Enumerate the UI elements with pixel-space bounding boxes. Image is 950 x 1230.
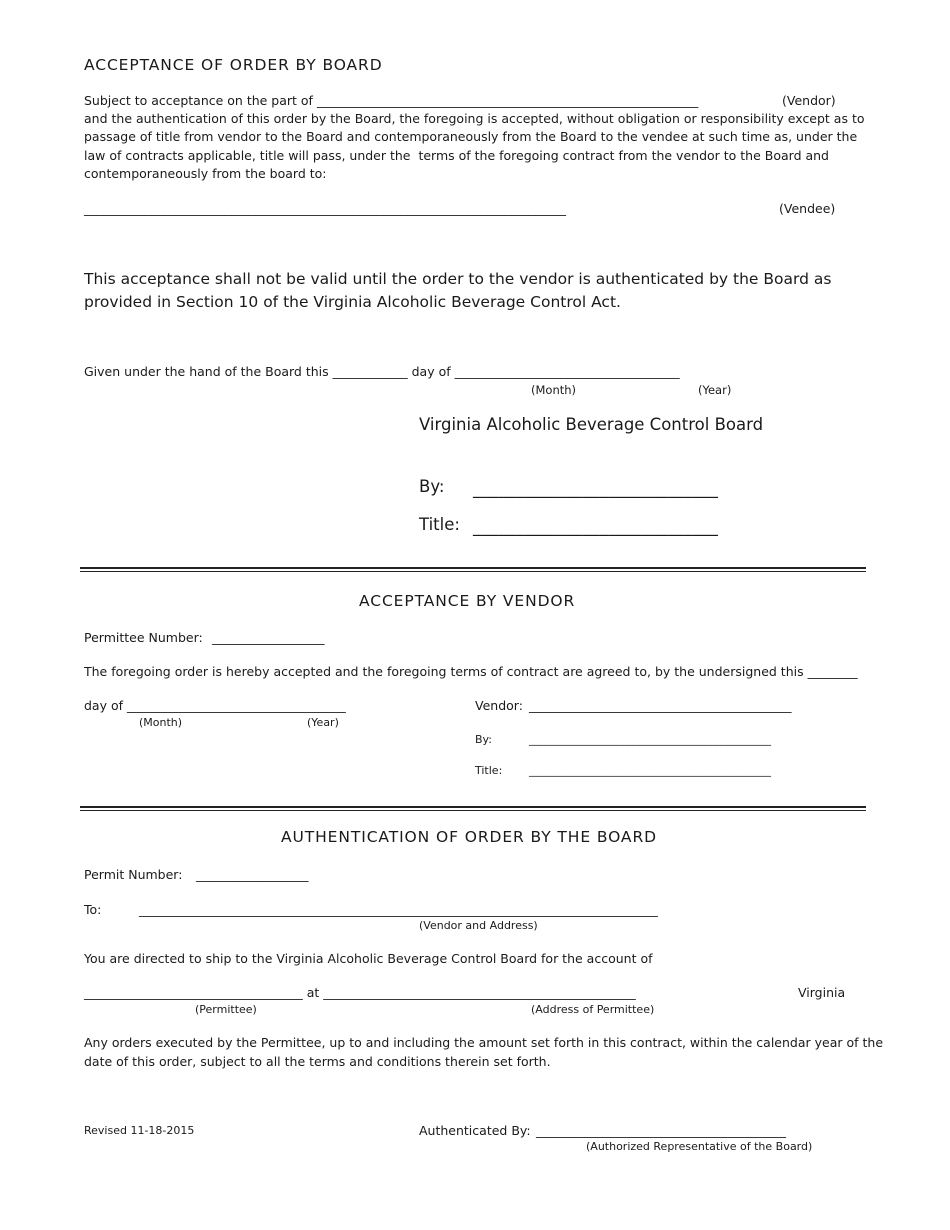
section-divider (80, 806, 866, 808)
section-title-board: ACCEPTANCE OF ORDER BY BOARD (84, 56, 383, 74)
address-blank[interactable]: __________________________________________________ (323, 985, 636, 1000)
given-mid: day of (407, 364, 455, 379)
section-title-vendor: ACCEPTANCE BY VENDOR (359, 592, 576, 610)
given-month-year-blank[interactable]: ____________________________________ (454, 364, 680, 379)
orders-line-2: date of this order, subject to all the terms and conditions therein set forth. (84, 1054, 551, 1069)
revised-date: Revised 11-18-2015 (84, 1124, 195, 1137)
vendor-address-label: (Vendor and Address) (419, 919, 538, 932)
authorized-caption: (Authorized Representative of the Board) (586, 1140, 813, 1153)
paragraph-line: and the authentication of this order by the Board, the foregoing is accepted, without obligation or responsibility except as to (84, 111, 865, 126)
given-line (84, 363, 680, 382)
vendor-line (84, 92, 698, 111)
given-day-blank[interactable]: ____________ (332, 364, 408, 379)
authenticated-by-label: Authenticated By: (419, 1123, 531, 1138)
vendor-name-blank[interactable]: __________________________________________ (529, 698, 792, 713)
validity-line-2: provided in Section 10 of the Virginia Alcoholic Beverage Control Act. (84, 293, 621, 311)
vendor-blank[interactable]: _____________________________________________________________ (316, 93, 699, 108)
permittee-blank[interactable]: ___________________________________ (84, 985, 303, 1000)
permittee-number-blank[interactable]: __________________ (212, 630, 325, 645)
vendor-month-label: (Month) (139, 716, 183, 729)
vendor-year-label: (Year) (307, 716, 339, 729)
permit-number-label: Permit Number: (84, 867, 183, 882)
virginia-label: Virginia (798, 985, 846, 1000)
day-of-blank[interactable]: ___________________________________ (127, 698, 346, 713)
vendor-name-label: Vendor: (475, 698, 523, 713)
board-by-blank[interactable]: _____________________________ (473, 479, 719, 498)
orders-line-1: Any orders executed by the Permittee, up to and including the amount set forth in this contract, within the calendar year of the (84, 1035, 884, 1050)
permit-number-blank[interactable]: __________________ (196, 867, 309, 882)
section-divider (80, 567, 866, 569)
vendee-blank[interactable]: _______________________________________________________________________________ (84, 201, 566, 216)
at-label: at (302, 985, 324, 1000)
paragraph-line: law of contracts applicable, title will pass, under the terms of the foregoing contract from the vendor to the Board and (84, 148, 829, 163)
authenticated-by-blank[interactable]: ________________________________________ (536, 1123, 786, 1138)
vendee-label: (Vendee) (779, 201, 836, 216)
day-of-lead: day of (84, 698, 127, 713)
section-divider (80, 571, 866, 572)
board-by-label: By: (419, 477, 445, 496)
vendor-lead-text: Subject to acceptance on the part of (84, 93, 317, 108)
vendor-title-blank[interactable]: ____________________________________________ (529, 764, 771, 777)
vendor-title-label: Title: (475, 764, 503, 777)
to-label: To: (84, 902, 102, 917)
vendor-day-line (84, 697, 346, 716)
paragraph-line: contemporaneously from the board to: (84, 166, 327, 181)
foregoing-text: The foregoing order is hereby accepted and the foregoing terms of contract are agreed to, by the undersigned this ________ (84, 664, 858, 679)
board-title-label: Title: (419, 515, 460, 534)
vendor-by-blank[interactable]: ____________________________________________ (529, 733, 771, 746)
month-label: (Month) (531, 383, 577, 397)
board-title-blank[interactable]: _____________________________ (473, 517, 719, 536)
given-lead: Given under the hand of the Board this (84, 364, 333, 379)
board-name: Virginia Alcoholic Beverage Control Board (419, 415, 764, 434)
section-title-auth: AUTHENTICATION OF ORDER BY THE BOARD (281, 828, 657, 846)
paragraph-line: passage of title from vendor to the Board and contemporaneously from the Board to the vendee at such time as, under the (84, 129, 858, 144)
to-blank[interactable]: ___________________________________________________________________________________ (139, 902, 658, 917)
validity-line-1: This acceptance shall not be valid until the order to the vendor is authenticated by the Board as (84, 270, 832, 288)
directed-text: You are directed to ship to the Virginia Alcoholic Beverage Control Board for the account of (84, 951, 653, 966)
permittee-number-label: Permittee Number: (84, 630, 203, 645)
vendor-by-label: By: (475, 733, 492, 746)
ship-line (84, 984, 636, 1003)
year-label: (Year) (698, 383, 732, 397)
permittee-caption: (Permittee) (195, 1003, 257, 1016)
vendor-label: (Vendor) (782, 93, 836, 108)
section-divider (80, 810, 866, 811)
address-caption: (Address of Permittee) (531, 1003, 655, 1016)
